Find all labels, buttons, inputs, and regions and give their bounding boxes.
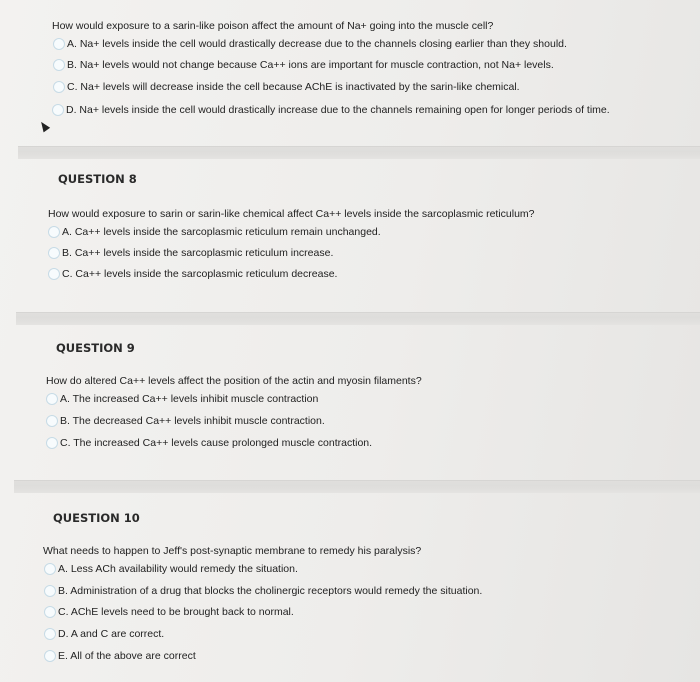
question-divider: [14, 480, 700, 493]
question-9-title: QUESTION 9: [56, 341, 135, 355]
option-label: C. Ca++ levels inside the sarcoplasmic reticulum decrease.: [62, 268, 338, 280]
q9-option-c[interactable]: [46, 437, 372, 449]
q-prev-option-a[interactable]: [53, 38, 567, 50]
option-label: D. Na+ levels inside the cell would drastically increase due to the channels remaining open for longer periods of time.: [66, 104, 610, 116]
option-label: C. Na+ levels will decrease inside the cell because AChE is inactivated by the sarin-like chemical.: [67, 81, 520, 93]
option-label: A. Less ACh availability would remedy the situation.: [58, 563, 298, 575]
q10-option-a[interactable]: [44, 563, 298, 575]
question-divider: [18, 146, 700, 159]
q-prev-option-c[interactable]: [53, 81, 520, 93]
option-label: A. Ca++ levels inside the sarcoplasmic reticulum remain unchanged.: [62, 226, 381, 238]
radio-button[interactable]: [46, 437, 58, 449]
radio-button[interactable]: [52, 104, 64, 116]
radio-button[interactable]: [48, 226, 60, 238]
radio-button[interactable]: [44, 628, 56, 640]
q8-option-c[interactable]: [48, 268, 337, 280]
option-label: E. All of the above are correct: [58, 650, 196, 662]
q-prev-option-b[interactable]: [53, 59, 554, 71]
radio-button[interactable]: [44, 585, 56, 597]
mouse-cursor-icon: [38, 120, 50, 133]
q-prev-option-d[interactable]: [52, 104, 610, 116]
option-label: B. The decreased Ca++ levels inhibit muscle contraction.: [60, 415, 325, 427]
q10-option-c[interactable]: [44, 606, 294, 618]
option-label: B. Administration of a drug that blocks the cholinergic receptors would remedy the situation.: [58, 585, 483, 597]
radio-button[interactable]: [53, 38, 65, 50]
option-label: A. Na+ levels inside the cell would drastically decrease due to the channels closing earlier than they should.: [67, 38, 567, 50]
radio-button[interactable]: [44, 650, 56, 662]
option-label: C. The increased Ca++ levels cause prolonged muscle contraction.: [60, 437, 373, 449]
radio-button[interactable]: [46, 393, 58, 405]
q10-option-e[interactable]: [44, 650, 196, 662]
q10-option-b[interactable]: [44, 585, 482, 597]
question-prev-text: How would exposure to a sarin-like poison affect the amount of Na+ going into the muscle cell?: [52, 20, 494, 32]
option-label: B. Ca++ levels inside the sarcoplasmic reticulum increase.: [62, 247, 334, 259]
question-8-text: How would exposure to sarin or sarin-like chemical affect Ca++ levels inside the sarcoplasmic reticulum?: [48, 208, 535, 220]
q10-option-d[interactable]: [44, 628, 164, 640]
question-8-title: QUESTION 8: [58, 172, 137, 186]
option-label: A. The increased Ca++ levels inhibit muscle contraction: [60, 393, 319, 405]
radio-button[interactable]: [46, 415, 58, 427]
radio-button[interactable]: [48, 247, 60, 259]
radio-button[interactable]: [53, 59, 65, 71]
q8-option-b[interactable]: [48, 247, 333, 259]
option-label: C. AChE levels need to be brought back to normal.: [58, 606, 294, 618]
question-10-text: What needs to happen to Jeff's post-synaptic membrane to remedy his paralysis?: [43, 545, 422, 557]
radio-button[interactable]: [44, 563, 56, 575]
q9-option-a[interactable]: [46, 393, 318, 405]
option-label: D. A and C are correct.: [58, 628, 165, 640]
question-10-title: QUESTION 10: [53, 511, 140, 525]
radio-button[interactable]: [48, 268, 60, 280]
question-9-text: How do altered Ca++ levels affect the position of the actin and myosin filaments?: [46, 375, 422, 387]
q9-option-b[interactable]: [46, 415, 325, 427]
radio-button[interactable]: [53, 81, 65, 93]
radio-button[interactable]: [44, 606, 56, 618]
q8-option-a[interactable]: [48, 226, 381, 238]
option-label: B. Na+ levels would not change because Ca++ ions are important for muscle contraction, not Na+ levels.: [67, 59, 554, 71]
question-divider: [16, 312, 700, 325]
